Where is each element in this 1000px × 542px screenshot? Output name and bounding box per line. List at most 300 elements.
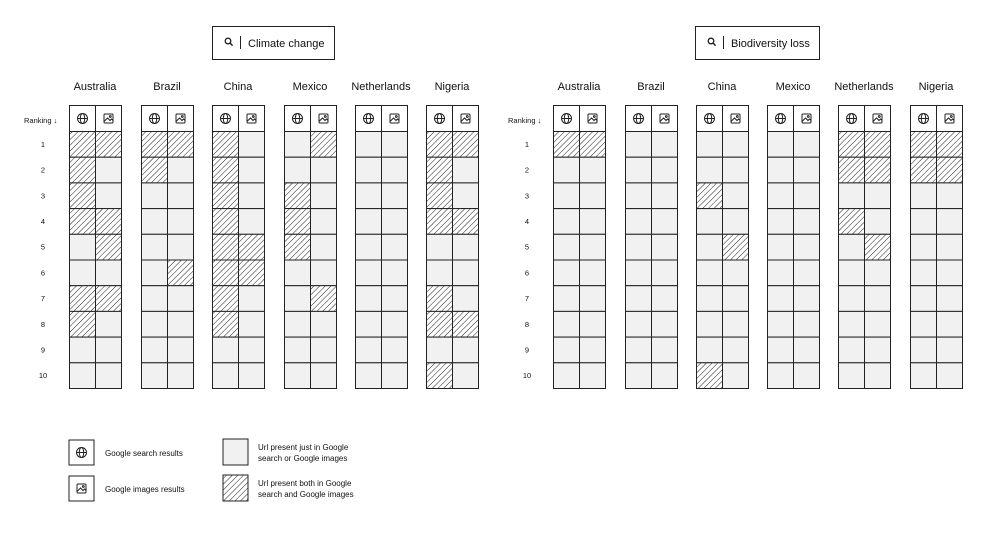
- rank-number: 3: [524, 191, 530, 201]
- country-name: Mexico: [292, 81, 328, 93]
- images-cell-rank-4: [382, 209, 408, 235]
- images-cell-rank-9: [865, 337, 891, 363]
- search-cell-rank-10: [70, 363, 96, 389]
- images-cell-rank-7: [723, 286, 749, 312]
- search-cell-rank-2: [213, 157, 239, 183]
- search-cell-rank-3: [911, 183, 937, 209]
- images-cell-rank-5: [580, 234, 606, 260]
- panel-1: [24, 27, 479, 389]
- search-cell-rank-1: [142, 132, 168, 158]
- search-cell-rank-1: [213, 132, 239, 158]
- images-cell-rank-2: [794, 157, 820, 183]
- search-cell-rank-4: [427, 209, 453, 235]
- images-cell-rank-4: [865, 209, 891, 235]
- search-cell-rank-4: [626, 209, 652, 235]
- search-cell-rank-7: [356, 286, 382, 312]
- search-cell-rank-8: [142, 311, 168, 337]
- images-cell-rank-3: [382, 183, 408, 209]
- ranking-label: Ranking ↓: [24, 116, 58, 125]
- search-cell-rank-10: [356, 363, 382, 389]
- images-cell-rank-8: [723, 311, 749, 337]
- images-cell-rank-9: [96, 337, 122, 363]
- rank-number: 10: [38, 371, 48, 381]
- search-cell-rank-1: [70, 132, 96, 158]
- images-cell-rank-4: [239, 209, 265, 235]
- images-cell-rank-1: [865, 132, 891, 158]
- rank-number: 8: [40, 319, 46, 329]
- search-cell-rank-5: [213, 234, 239, 260]
- search-cell-rank-9: [697, 337, 723, 363]
- search-cell-rank-2: [70, 157, 96, 183]
- images-cell-rank-7: [652, 286, 678, 312]
- images-cell-rank-1: [239, 132, 265, 158]
- search-cell-rank-8: [554, 311, 580, 337]
- images-cell-rank-9: [794, 337, 820, 363]
- images-cell-rank-1: [937, 132, 963, 158]
- search-cell-rank-5: [142, 234, 168, 260]
- legend-hatch-line1: Url present both in Google: [258, 479, 352, 488]
- country-group-australia: [70, 81, 122, 389]
- search-cell-rank-2: [142, 157, 168, 183]
- search-cell-rank-6: [427, 260, 453, 286]
- images-cell-rank-3: [652, 183, 678, 209]
- search-cell-rank-7: [285, 286, 311, 312]
- search-cell-rank-7: [554, 286, 580, 312]
- search-cell-rank-2: [768, 157, 794, 183]
- images-cell-rank-6: [96, 260, 122, 286]
- ranking-label: Ranking ↓: [508, 116, 542, 125]
- rank-number: 3: [40, 191, 46, 201]
- images-cell-rank-4: [168, 209, 194, 235]
- rank-number: 9: [40, 345, 46, 355]
- images-cell-rank-8: [865, 311, 891, 337]
- search-cell-rank-10: [697, 363, 723, 389]
- search-cell-rank-3: [285, 183, 311, 209]
- images-cell-rank-3: [453, 183, 479, 209]
- search-cell-rank-7: [768, 286, 794, 312]
- images-cell-rank-10: [865, 363, 891, 389]
- search-cell-rank-7: [839, 286, 865, 312]
- search-cell-rank-4: [554, 209, 580, 235]
- query-text: Biodiversity loss: [731, 38, 810, 50]
- legend: [69, 439, 354, 501]
- search-cell-rank-10: [427, 363, 453, 389]
- query-text: Climate change: [248, 38, 325, 50]
- search-cell-rank-1: [356, 132, 382, 158]
- rank-number: 8: [524, 319, 530, 329]
- search-cell-rank-3: [554, 183, 580, 209]
- search-cell-rank-7: [427, 286, 453, 312]
- country-group-netherlands: [834, 81, 894, 389]
- images-cell-rank-10: [239, 363, 265, 389]
- images-cell-rank-9: [239, 337, 265, 363]
- search-cell-rank-9: [626, 337, 652, 363]
- images-cell-rank-9: [311, 337, 337, 363]
- search-cell-rank-2: [697, 157, 723, 183]
- search-cell-rank-9: [911, 337, 937, 363]
- search-cell-rank-2: [356, 157, 382, 183]
- country-name: Netherlands: [834, 81, 894, 93]
- country-group-netherlands: [351, 81, 411, 389]
- images-cell-rank-2: [168, 157, 194, 183]
- search-cell-rank-1: [911, 132, 937, 158]
- images-cell-rank-2: [652, 157, 678, 183]
- search-cell-rank-5: [839, 234, 865, 260]
- images-cell-rank-5: [382, 234, 408, 260]
- images-cell-rank-9: [652, 337, 678, 363]
- search-cell-rank-8: [768, 311, 794, 337]
- search-cell-rank-4: [285, 209, 311, 235]
- images-cell-rank-9: [937, 337, 963, 363]
- images-cell-rank-3: [580, 183, 606, 209]
- search-cell-rank-9: [839, 337, 865, 363]
- search-cell-rank-9: [427, 337, 453, 363]
- images-cell-rank-8: [168, 311, 194, 337]
- search-cell-rank-10: [213, 363, 239, 389]
- search-cell-rank-5: [70, 234, 96, 260]
- images-cell-rank-6: [794, 260, 820, 286]
- images-cell-rank-1: [794, 132, 820, 158]
- images-cell-rank-2: [239, 157, 265, 183]
- images-cell-rank-6: [168, 260, 194, 286]
- images-cell-rank-2: [580, 157, 606, 183]
- search-cell-rank-6: [768, 260, 794, 286]
- legend-search-label: Google search results: [105, 449, 183, 458]
- images-cell-rank-6: [453, 260, 479, 286]
- search-cell-rank-9: [285, 337, 311, 363]
- search-cell-rank-1: [427, 132, 453, 158]
- search-cell-rank-9: [70, 337, 96, 363]
- search-cell-rank-5: [911, 234, 937, 260]
- search-cell-rank-8: [356, 311, 382, 337]
- images-cell-rank-6: [723, 260, 749, 286]
- search-cell-rank-4: [70, 209, 96, 235]
- images-cell-rank-3: [794, 183, 820, 209]
- search-cell-rank-5: [285, 234, 311, 260]
- search-cell-rank-4: [839, 209, 865, 235]
- search-cell-rank-5: [626, 234, 652, 260]
- rank-number: 1: [40, 139, 46, 149]
- images-cell-rank-2: [453, 157, 479, 183]
- images-cell-rank-3: [937, 183, 963, 209]
- images-cell-rank-3: [311, 183, 337, 209]
- country-group-brazil: [142, 81, 194, 389]
- search-cell-rank-4: [768, 209, 794, 235]
- images-cell-rank-3: [723, 183, 749, 209]
- images-cell-rank-7: [96, 286, 122, 312]
- images-cell-rank-7: [794, 286, 820, 312]
- rank-number: 7: [40, 294, 46, 304]
- search-cell-rank-6: [554, 260, 580, 286]
- search-cell-rank-2: [554, 157, 580, 183]
- legend-plain-line1: Url present just in Google: [258, 443, 349, 452]
- search-cell-rank-10: [554, 363, 580, 389]
- search-cell-rank-8: [911, 311, 937, 337]
- search-cell-rank-3: [356, 183, 382, 209]
- search-cell-rank-3: [768, 183, 794, 209]
- images-cell-rank-10: [937, 363, 963, 389]
- images-cell-rank-4: [453, 209, 479, 235]
- images-cell-rank-9: [168, 337, 194, 363]
- search-cell-rank-10: [285, 363, 311, 389]
- images-cell-rank-10: [96, 363, 122, 389]
- panel-2: [508, 27, 963, 389]
- images-cell-rank-3: [96, 183, 122, 209]
- search-cell-rank-5: [697, 234, 723, 260]
- images-cell-rank-4: [652, 209, 678, 235]
- search-cell-rank-5: [768, 234, 794, 260]
- rank-number: 2: [524, 165, 530, 175]
- images-cell-rank-5: [311, 234, 337, 260]
- images-cell-rank-8: [382, 311, 408, 337]
- images-cell-rank-7: [382, 286, 408, 312]
- rank-number: 4: [524, 216, 530, 226]
- images-cell-rank-6: [239, 260, 265, 286]
- images-cell-rank-3: [168, 183, 194, 209]
- country-group-australia: [554, 81, 606, 389]
- images-cell-rank-7: [239, 286, 265, 312]
- images-cell-rank-7: [453, 286, 479, 312]
- search-cell-rank-8: [427, 311, 453, 337]
- search-cell-rank-6: [911, 260, 937, 286]
- rank-number: 10: [522, 371, 532, 381]
- search-cell-rank-6: [626, 260, 652, 286]
- country-name: Brazil: [153, 81, 181, 93]
- images-cell-rank-1: [652, 132, 678, 158]
- search-cell-rank-1: [839, 132, 865, 158]
- rank-number: 9: [524, 345, 530, 355]
- images-cell-rank-5: [96, 234, 122, 260]
- images-cell-rank-5: [453, 234, 479, 260]
- images-cell-rank-6: [382, 260, 408, 286]
- legend-hatch-swatch: [223, 475, 248, 501]
- images-cell-rank-3: [865, 183, 891, 209]
- images-cell-rank-4: [723, 209, 749, 235]
- images-cell-rank-8: [239, 311, 265, 337]
- search-cell-rank-6: [285, 260, 311, 286]
- search-cell-rank-6: [142, 260, 168, 286]
- search-cell-rank-9: [768, 337, 794, 363]
- search-cell-rank-4: [142, 209, 168, 235]
- images-cell-rank-1: [453, 132, 479, 158]
- images-cell-rank-6: [580, 260, 606, 286]
- search-cell-rank-2: [911, 157, 937, 183]
- search-cell-rank-4: [697, 209, 723, 235]
- search-cell-rank-7: [213, 286, 239, 312]
- search-cell-rank-7: [911, 286, 937, 312]
- search-cell-rank-1: [768, 132, 794, 158]
- images-cell-rank-2: [311, 157, 337, 183]
- images-cell-rank-5: [937, 234, 963, 260]
- search-cell-rank-6: [356, 260, 382, 286]
- search-cell-rank-3: [142, 183, 168, 209]
- images-cell-rank-4: [96, 209, 122, 235]
- search-cell-rank-5: [356, 234, 382, 260]
- images-cell-rank-1: [580, 132, 606, 158]
- search-cell-rank-6: [697, 260, 723, 286]
- images-cell-rank-6: [311, 260, 337, 286]
- rank-number: 6: [524, 268, 530, 278]
- images-cell-rank-10: [311, 363, 337, 389]
- search-cell-rank-7: [142, 286, 168, 312]
- images-cell-rank-9: [453, 337, 479, 363]
- search-cell-rank-8: [285, 311, 311, 337]
- search-cell-rank-9: [356, 337, 382, 363]
- images-cell-rank-7: [937, 286, 963, 312]
- country-name: Netherlands: [351, 81, 411, 93]
- images-cell-rank-4: [937, 209, 963, 235]
- country-name: Brazil: [637, 81, 665, 93]
- search-cell-rank-8: [626, 311, 652, 337]
- images-cell-rank-2: [723, 157, 749, 183]
- images-cell-rank-2: [382, 157, 408, 183]
- country-group-china: [697, 81, 749, 389]
- country-group-nigeria: [911, 81, 963, 389]
- search-cell-rank-6: [839, 260, 865, 286]
- search-cell-rank-10: [911, 363, 937, 389]
- images-cell-rank-7: [311, 286, 337, 312]
- rank-number: 5: [40, 242, 46, 252]
- search-cell-rank-4: [213, 209, 239, 235]
- search-cell-rank-8: [839, 311, 865, 337]
- images-cell-rank-2: [865, 157, 891, 183]
- search-cell-rank-1: [285, 132, 311, 158]
- country-group-china: [213, 81, 265, 389]
- search-cell-rank-6: [70, 260, 96, 286]
- images-cell-rank-8: [311, 311, 337, 337]
- search-cell-rank-6: [213, 260, 239, 286]
- country-group-mexico: [768, 81, 820, 389]
- search-cell-rank-8: [213, 311, 239, 337]
- images-cell-rank-4: [311, 209, 337, 235]
- search-cell-rank-1: [554, 132, 580, 158]
- search-cell-rank-2: [839, 157, 865, 183]
- legend-plain-line2: search or Google images: [258, 454, 348, 463]
- country-name: China: [707, 81, 737, 93]
- images-cell-rank-5: [865, 234, 891, 260]
- images-cell-rank-10: [652, 363, 678, 389]
- images-cell-rank-8: [652, 311, 678, 337]
- images-cell-rank-1: [382, 132, 408, 158]
- rank-number: 1: [524, 139, 530, 149]
- country-group-nigeria: [427, 81, 479, 389]
- country-name: Mexico: [775, 81, 811, 93]
- images-cell-rank-10: [580, 363, 606, 389]
- search-cell-rank-2: [626, 157, 652, 183]
- images-cell-rank-9: [382, 337, 408, 363]
- images-cell-rank-5: [652, 234, 678, 260]
- search-cell-rank-10: [626, 363, 652, 389]
- search-cell-rank-10: [839, 363, 865, 389]
- search-cell-rank-8: [70, 311, 96, 337]
- query-box: [696, 27, 820, 60]
- country-name: Nigeria: [434, 81, 470, 93]
- country-name: Australia: [557, 81, 601, 93]
- images-cell-rank-6: [652, 260, 678, 286]
- search-cell-rank-3: [70, 183, 96, 209]
- images-cell-rank-8: [937, 311, 963, 337]
- search-cell-rank-3: [626, 183, 652, 209]
- images-cell-rank-1: [311, 132, 337, 158]
- search-cell-rank-9: [554, 337, 580, 363]
- search-cell-rank-3: [839, 183, 865, 209]
- search-cell-rank-10: [142, 363, 168, 389]
- rank-number: 4: [40, 216, 46, 226]
- search-cell-rank-3: [427, 183, 453, 209]
- images-cell-rank-4: [794, 209, 820, 235]
- country-name: Australia: [73, 81, 117, 93]
- search-cell-rank-9: [213, 337, 239, 363]
- search-cell-rank-7: [70, 286, 96, 312]
- search-cell-rank-2: [285, 157, 311, 183]
- search-cell-rank-1: [626, 132, 652, 158]
- images-cell-rank-8: [794, 311, 820, 337]
- images-cell-rank-1: [723, 132, 749, 158]
- images-cell-rank-7: [865, 286, 891, 312]
- images-cell-rank-6: [937, 260, 963, 286]
- images-cell-rank-9: [723, 337, 749, 363]
- rank-number: 5: [524, 242, 530, 252]
- images-cell-rank-5: [168, 234, 194, 260]
- search-cell-rank-2: [427, 157, 453, 183]
- search-cell-rank-5: [554, 234, 580, 260]
- rank-number: 7: [524, 294, 530, 304]
- search-cell-rank-7: [697, 286, 723, 312]
- images-cell-rank-10: [168, 363, 194, 389]
- legend-images-label: Google images results: [105, 485, 185, 494]
- images-cell-rank-9: [580, 337, 606, 363]
- search-cell-rank-4: [911, 209, 937, 235]
- images-cell-rank-2: [96, 157, 122, 183]
- rank-number: 6: [40, 268, 46, 278]
- query-box: [213, 27, 335, 60]
- images-cell-rank-2: [937, 157, 963, 183]
- search-cell-rank-8: [697, 311, 723, 337]
- images-cell-rank-3: [239, 183, 265, 209]
- search-cell-rank-10: [768, 363, 794, 389]
- search-cell-rank-4: [356, 209, 382, 235]
- images-cell-rank-10: [794, 363, 820, 389]
- images-cell-rank-7: [168, 286, 194, 312]
- legend-hatch-line2: search and Google images: [258, 490, 354, 499]
- images-cell-rank-5: [794, 234, 820, 260]
- images-cell-rank-7: [580, 286, 606, 312]
- country-name: China: [223, 81, 253, 93]
- images-cell-rank-10: [382, 363, 408, 389]
- images-cell-rank-1: [168, 132, 194, 158]
- images-cell-rank-8: [580, 311, 606, 337]
- search-cell-rank-1: [697, 132, 723, 158]
- search-cell-rank-7: [626, 286, 652, 312]
- images-cell-rank-8: [96, 311, 122, 337]
- rank-number: 2: [40, 165, 46, 175]
- images-cell-rank-10: [453, 363, 479, 389]
- country-name: Nigeria: [918, 81, 954, 93]
- country-group-mexico: [285, 81, 337, 389]
- legend-plain-swatch: [223, 439, 248, 465]
- images-cell-rank-5: [723, 234, 749, 260]
- images-cell-rank-10: [723, 363, 749, 389]
- country-group-brazil: [626, 81, 678, 389]
- images-cell-rank-6: [865, 260, 891, 286]
- search-cell-rank-5: [427, 234, 453, 260]
- images-cell-rank-5: [239, 234, 265, 260]
- images-cell-rank-8: [453, 311, 479, 337]
- search-cell-rank-9: [142, 337, 168, 363]
- images-cell-rank-1: [96, 132, 122, 158]
- images-cell-rank-4: [580, 209, 606, 235]
- search-cell-rank-3: [697, 183, 723, 209]
